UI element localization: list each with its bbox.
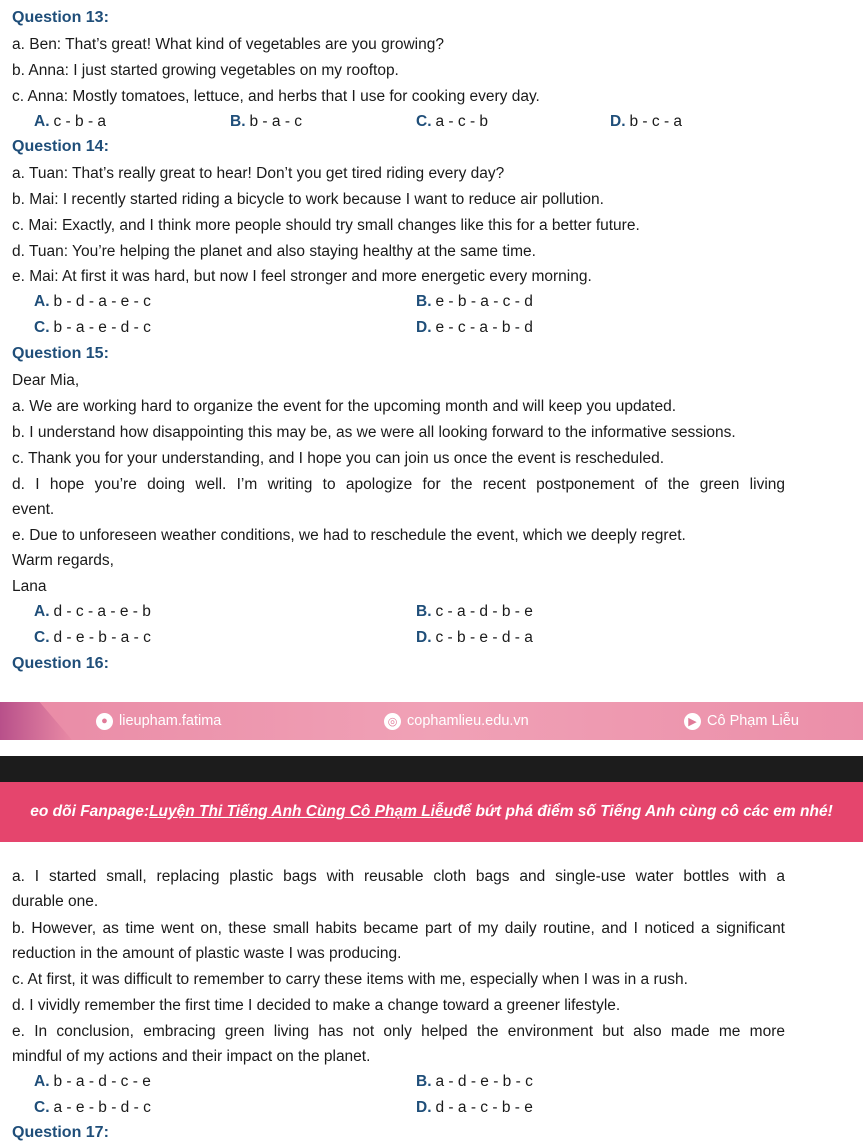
- footer-website[interactable]: ◎ cophamlieu.edu.vn: [384, 710, 529, 732]
- question-15-heading: Question 15:: [12, 345, 109, 362]
- q16-option-b[interactable]: B. a - d - e - b - c: [416, 1073, 533, 1090]
- question-17-heading: Question 17:: [12, 1124, 109, 1141]
- q13-option-c[interactable]: C. a - c - b: [416, 113, 489, 130]
- q15-option-d[interactable]: D. c - b - e - d - a: [416, 629, 533, 646]
- q16-line-d: d. I vividly remember the first time I decided to make a change toward a greener lifestyle.: [12, 997, 621, 1014]
- cropped-top-line: [0, 0, 863, 4]
- q15-line-a: a. We are working hard to organize the event for the upcoming month and will keep you updated.: [12, 398, 677, 415]
- q16-line-b: b. However, as time went on, these small habits became part of my daily routine, and I noticed a significant: [12, 920, 785, 937]
- q15-line-d-cont: event.: [12, 501, 55, 518]
- q14-option-c[interactable]: C. b - a - e - d - c: [34, 319, 151, 336]
- question-16-heading: Question 16:: [12, 655, 109, 672]
- page-separator: [0, 756, 863, 782]
- q16-line-c: c. At first, it was difficult to remember to carry these items with me, especially when I was in a rush.: [12, 971, 688, 988]
- person-icon: ●: [96, 713, 113, 730]
- q15-line-e: e. Due to unforeseen weather conditions, we had to reschedule the event, which we deeply regret.: [12, 527, 686, 544]
- q15-option-b[interactable]: B. c - a - d - b - e: [416, 603, 533, 620]
- q13-line-c: c. Anna: Mostly tomatoes, lettuce, and herbs that I use for cooking every day.: [12, 88, 540, 105]
- question-13-heading: Question 13:: [12, 9, 109, 26]
- q16-line-b-cont: reduction in the amount of plastic waste I was producing.: [12, 945, 402, 962]
- footer-youtube[interactable]: ▶ Cô Phạm Liễu: [684, 710, 799, 732]
- q14-line-e: e. Mai: At first it was hard, but now I feel stronger and more energetic every morning.: [12, 268, 592, 285]
- play-icon: ▶: [684, 713, 701, 730]
- q15-line-b: b. I understand how disappointing this may be, as we were all looking forward to the informative sessions.: [12, 424, 736, 441]
- q16-line-e: e. In conclusion, embracing green living has not only helped the environment but also made me more: [12, 1023, 785, 1040]
- q13-line-b: b. Anna: I just started growing vegetables on my rooftop.: [12, 62, 399, 79]
- globe-icon: ◎: [384, 713, 401, 730]
- q16-line-e-cont: mindful of my actions and their impact on the planet.: [12, 1048, 371, 1065]
- q14-option-a[interactable]: A. b - d - a - e - c: [34, 293, 151, 310]
- q15-option-c[interactable]: C. d - e - b - a - c: [34, 629, 151, 646]
- q14-option-b[interactable]: B. e - b - a - c - d: [416, 293, 533, 310]
- q13-option-d[interactable]: D. b - c - a: [610, 113, 683, 130]
- q15-line-c: c. Thank you for your understanding, and I hope you can join us once the event is rescheduled.: [12, 450, 664, 467]
- q14-line-a: a. Tuan: That’s really great to hear! Don’t you get tired riding every day?: [12, 165, 505, 182]
- question-14-heading: Question 14:: [12, 138, 109, 155]
- q15-closing: Warm regards,: [12, 552, 114, 569]
- footer-facebook[interactable]: ● lieupham.fatima: [96, 710, 221, 732]
- fanpage-promo-banner[interactable]: eo dõi Fanpage: Luyện Thi Tiếng Anh Cùng Cô Phạm Liễu để bứt phá điểm số Tiếng Anh cùng cô các em nhé!: [0, 782, 863, 842]
- q14-line-b: b. Mai: I recently started riding a bicycle to work because I want to reduce air pollution.: [12, 191, 604, 208]
- q13-option-a[interactable]: A. c - b - a: [34, 113, 107, 130]
- q16-option-d[interactable]: D. d - a - c - b - e: [416, 1099, 533, 1116]
- q14-line-d: d. Tuan: You’re helping the planet and also staying healthy at the same time.: [12, 243, 536, 260]
- q16-option-c[interactable]: C. a - e - b - d - c: [34, 1099, 151, 1116]
- q16-line-a-cont: durable one.: [12, 893, 99, 910]
- q16-option-a[interactable]: A. b - a - d - c - e: [34, 1073, 151, 1090]
- fanpage-link[interactable]: Luyện Thi Tiếng Anh Cùng Cô Phạm Liễu: [149, 803, 454, 820]
- q15-line-d: d. I hope you’re doing well. I’m writing to apologize for the recent postponement of the green living: [12, 476, 785, 493]
- q14-line-c: c. Mai: Exactly, and I think more people should try small changes like this for a better future.: [12, 217, 640, 234]
- q15-greeting: Dear Mia,: [12, 372, 80, 389]
- q14-option-d[interactable]: D. e - c - a - b - d: [416, 319, 533, 336]
- q16-line-a: a. I started small, replacing plastic bags with reusable cloth bags and single-use water bottles with a: [12, 868, 785, 885]
- page-footer-band: [0, 688, 863, 758]
- q13-option-b[interactable]: B. b - a - c: [230, 113, 303, 130]
- q15-option-a[interactable]: A. d - c - a - e - b: [34, 603, 151, 620]
- q13-line-a: a. Ben: That’s great! What kind of vegetables are you growing?: [12, 36, 444, 53]
- q15-signature: Lana: [12, 578, 47, 595]
